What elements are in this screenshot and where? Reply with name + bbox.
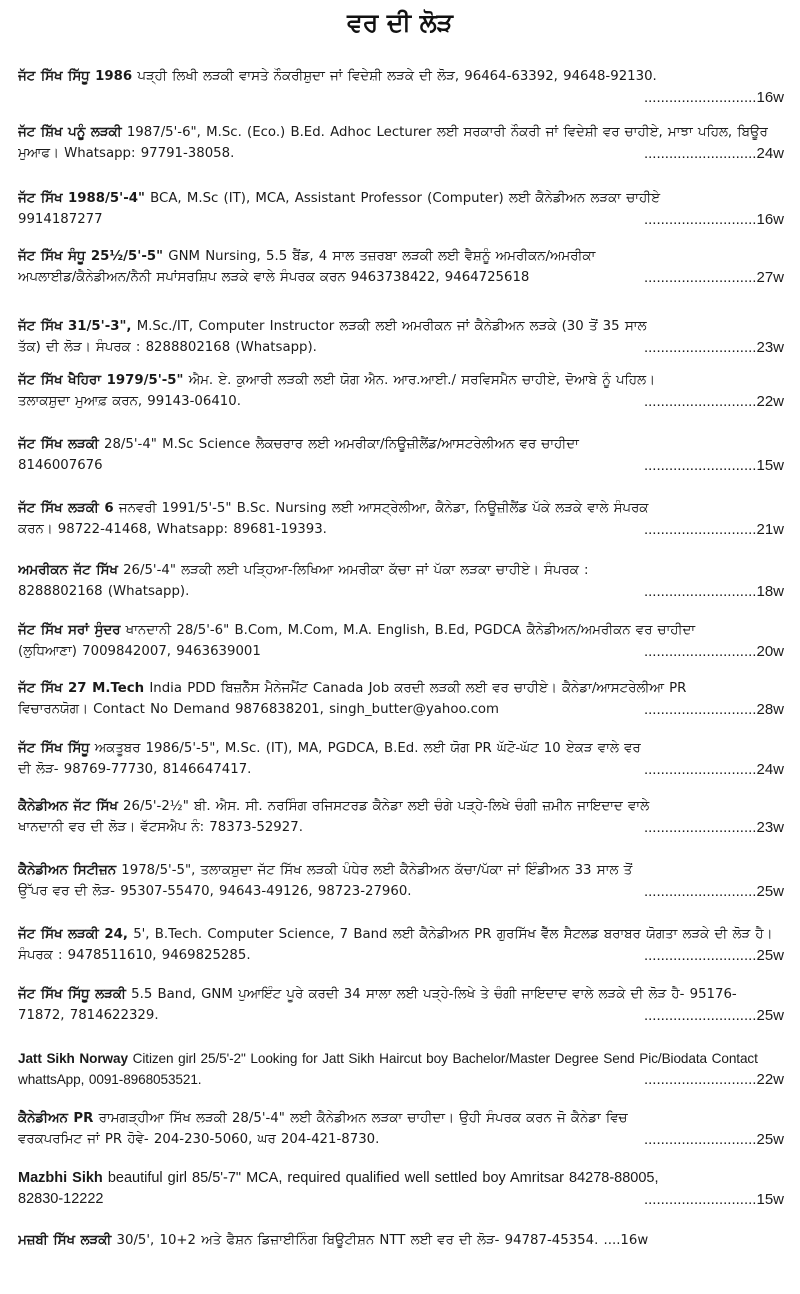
ad-text-continued: ਦੀ ਲੋੜ- 98769-77730, 8146647417. xyxy=(18,762,252,777)
ad-text-continued: ਉੱਪਰ ਵਰ ਦੀ ਲੋੜ- 95307-55470, 94643-49126, 98723-27960. xyxy=(18,884,412,899)
ad-line-2 xyxy=(18,143,784,164)
ad-reference-code: ...........................25w xyxy=(643,1131,784,1148)
ad-line-1 xyxy=(18,984,784,1005)
ad-text: ਐਮ. ਏ. ਕੁਆਰੀ ਲੜਕੀ ਲਈ ਯੋਗ ਐਨ. ਆਰ.ਆਈ./ ਸਰਵਿਸਮੈਨ ਚਾਹੀਏ, ਦੋਆਬੇ ਨੂੰ ਪਹਿਲ। xyxy=(183,373,655,388)
ad-heading: ਕੈਨੇਡੀਅਨ ਜੱਟ ਸਿੱਖ xyxy=(18,799,118,814)
ad-text: 1978/5'-5", ਤਲਾਕਸ਼ੁਦਾ ਜੱਟ ਸਿੱਖ ਲੜਕੀ ਪੰਧੇਰ ਲਈ ਕੈਨੇਡੀਅਨ ਕੱਚਾ/ਪੱਕਾ ਜਾਂ ਇੰਡੀਅਨ 33 ਸਾਲ ਤੋਂ xyxy=(116,863,633,878)
ad-line-1 xyxy=(18,498,784,519)
ad-line-2 xyxy=(18,1069,784,1090)
ad-line-2 xyxy=(18,759,784,780)
ad-line-2 xyxy=(18,1005,784,1026)
ad-heading: ਮਜ਼ਬੀ ਸਿੱਖ ਲੜਕੀ xyxy=(18,1233,112,1248)
ad-text: GNM Nursing, 5.5 ਬੈਂਡ, 4 ਸਾਲ ਤਜ਼ਰਬਾ ਲੜਕੀ ਲਈ ਵੈਸ਼ਨੂੰ ਅਮਰੀਕਨ/ਅਮਰੀਕਾ xyxy=(163,249,596,264)
ad-reference-code: ...........................28w xyxy=(643,701,784,718)
ad-line-2 xyxy=(18,1189,784,1210)
ad-reference-code: ...........................21w xyxy=(643,521,784,538)
ad-text-continued: ਵਰਕਪਰਮਿਟ ਜਾਂ PR ਹੋਵੇ- 204-230-5060, ਘਰ 204-421-8730. xyxy=(18,1132,380,1147)
ad-reference-code: ...........................16w xyxy=(643,89,784,106)
ad-listing xyxy=(18,498,784,540)
ad-reference-code: ...........................15w xyxy=(643,457,784,474)
ad-text: 5.5 Band, GNM ਪੁਆਇੰਟ ਪੂਰੇ ਕਰਦੀ 34 ਸਾਲਾ ਲਈ ਪੜ੍ਹੇ-ਲਿਖੇ ਤੇ ਚੰਗੀ ਜਾਇਦਾਦ ਵਾਲੇ ਲੜਕੇ ਦੀ ਲੋੜ ਹੈ- 95176- xyxy=(125,987,737,1002)
ad-text-continued: ਤੱਕ) ਦੀ ਲੋੜ। ਸੰਪਰਕ : 8288802168 (Whatsapp). xyxy=(18,340,317,355)
ad-listing xyxy=(18,1168,784,1210)
ad-text-continued: 71872, 7814622329. xyxy=(18,1008,159,1023)
ad-text: 26/5'-2½" ਬੀ. ਐਸ. ਸੀ. ਨਰਸਿੰਗ ਰਜਿਸਟਰਡ ਕੈਨੇਡਾ ਲਈ ਚੰਗੇ ਪੜ੍ਹੇ-ਲਿਖੇ ਚੰਗੀ ਜ਼ਮੀਨ ਜਾਇਦਾਦ ਵਾਲੇ xyxy=(117,799,650,814)
ad-line-1 xyxy=(18,370,784,391)
ad-listing xyxy=(18,1048,784,1090)
ad-line-2 xyxy=(18,519,784,540)
ad-line-2 xyxy=(18,1129,784,1150)
ad-line-1 xyxy=(18,1230,784,1251)
ad-text: 5', B.Tech. Computer Science, 7 Band ਲਈ ਕੈਨੇਡੀਅਨ PR ਗੁਰਸਿੱਖ ਵੈੱਲ ਸੈਟਲਡ ਬਰਾਬਰ ਯੋਗਤਾ ਲੜਕੇ ਦੀ ਲੋੜ ਹੈ। xyxy=(127,927,773,942)
ad-heading: ਜੱਟ ਸਿੱਖ 27 M.Tech xyxy=(18,681,145,696)
ad-line-2 xyxy=(18,881,784,902)
ad-line-1 xyxy=(18,738,784,759)
ad-heading: ਕੈਨੇਡੀਅਨ ਸਿਟੀਜ਼ਨ xyxy=(18,863,117,878)
ad-reference-code: ...........................18w xyxy=(643,583,784,600)
ad-reference-code: ...........................25w xyxy=(643,947,784,964)
ad-text: 1987/5'-6", M.Sc. (Eco.) B.Ed. Adhoc Lecturer ਲਈ ਸਰਕਾਰੀ ਨੌਕਰੀ ਜਾਂ ਵਿਦੇਸ਼ੀ ਵਰ ਚਾਹੀਏ, ਮਾਝਾ ਪਹਿਲ, ਬਿਊਰ xyxy=(121,125,768,140)
ad-text-continued: whattsApp, 0091-8968053521. xyxy=(18,1072,202,1087)
ad-reference-code: ...........................24w xyxy=(643,145,784,162)
ad-listing xyxy=(18,122,784,164)
ad-text-continued: (ਲੁਧਿਆਣਾ) 7009842007, 9463639001 xyxy=(18,644,261,659)
ad-line-1 xyxy=(18,66,784,87)
page-title: ਵਰ ਦੀ ਲੋੜ xyxy=(347,8,453,37)
ad-line-2 xyxy=(18,87,784,108)
ad-line-1 xyxy=(18,122,784,143)
ad-heading: ਜੱਟ ਸਿੱਖ 31/5'-3", xyxy=(18,319,132,334)
ad-heading: ਜੱਟ ਸਿੱਖ ਸਿੱਧੂ 1986 xyxy=(18,69,133,84)
ad-text-continued: ਖਾਨਦਾਨੀ ਵਰ ਦੀ ਲੋੜ। ਵੱਟਸਐਪ ਨੰ: 78373-52927. xyxy=(18,820,303,835)
ad-line-1 xyxy=(18,678,784,699)
ad-text-continued: ਮੁਆਫ। Whatsapp: 97791-38058. xyxy=(18,146,235,161)
ad-line-2 xyxy=(18,641,784,662)
ad-reference-code: ...........................23w xyxy=(643,819,784,836)
ad-heading: ਜੱਟ ਸਿੱਖ ਸੰਧੂ 25½/5'-5" xyxy=(18,249,164,264)
ad-text: 26/5'-4" ਲੜਕੀ ਲਈ ਪੜ੍ਹਿਆ-ਲਿਖਿਆ ਅਮਰੀਕਾ ਕੱਚਾ ਜਾਂ ਪੱਕਾ ਲੜਕਾ ਚਾਹੀਏ। ਸੰਪਰਕ : xyxy=(117,563,589,578)
ad-line-2 xyxy=(18,817,784,838)
ad-text: ਰਾਮਗੜ੍ਹੀਆ ਸਿੱਖ ਲੜਕੀ 28/5'-4" ਲਈ ਕੈਨੇਡੀਅਨ ਲੜਕਾ ਚਾਹੀਦਾ। ਉਹੀ ਸੰਪਰਕ ਕਰਨ ਜੋ ਕੈਨੇਡਾ ਵਿਚ xyxy=(93,1111,628,1126)
ad-listing xyxy=(18,316,784,358)
ad-reference-code: ...........................25w xyxy=(643,883,784,900)
ad-reference-code: ...........................24w xyxy=(643,761,784,778)
ad-line-2 xyxy=(18,391,784,412)
ad-listing xyxy=(18,796,784,838)
ad-reference-code: ...........................22w xyxy=(643,393,784,410)
ad-text: 30/5', 10+2 ਅਤੇ ਫੈਸ਼ਨ ਡਿਜ਼ਾਈਨਿੰਗ ਬਿਊਟੀਸ਼ਨ NTT ਲਈ ਵਰ ਦੀ ਲੋੜ- 94787-45354. ....16w xyxy=(111,1233,649,1248)
ad-line-2 xyxy=(18,455,784,476)
ad-line-1 xyxy=(18,246,784,267)
ad-reference-code: ...........................23w xyxy=(643,339,784,356)
ad-listing xyxy=(18,1230,784,1251)
ad-line-1 xyxy=(18,924,784,945)
ad-listing xyxy=(18,620,784,662)
ad-text-continued: ਅਪਲਾਈਡ/ਕੈਨੇਡੀਅਨ/ਨੈਨੀ ਸਪਾਂਸਰਸ਼ਿਪ ਲੜਕੇ ਵਾਲੇ ਸੰਪਰਕ ਕਰਨ 9463738422, 9464725618 xyxy=(18,270,530,285)
ad-line-2 xyxy=(18,581,784,602)
ad-reference-code: ...........................22w xyxy=(643,1071,784,1088)
ad-heading: ਅਮਰੀਕਨ ਜੱਟ ਸਿੱਖ xyxy=(18,563,118,578)
ad-line-1 xyxy=(18,1168,784,1189)
ad-text: Citizen girl 25/5'-2" Looking for Jatt Sikh Haircut boy Bachelor/Master Degree Send Pic/Biodata Contact xyxy=(127,1051,758,1066)
ad-heading: ਜੱਟ ਸਿੱਖ ਸਰਾਂ ਸੁੰਦਰ xyxy=(18,623,121,638)
ad-line-2 xyxy=(18,699,784,720)
ad-heading: ਜੱਟ ਸਿੱਖ ਖੈਹਿਰਾ 1979/5'-5" xyxy=(18,373,184,388)
ad-line-2 xyxy=(18,267,784,288)
ad-heading: ਜੱਟ ਸਿੱਖ 1988/5'-4" xyxy=(18,191,145,206)
ad-heading: ਜੱਟ ਸਿੱਖ ਲੜਕੀ xyxy=(18,437,99,452)
ad-heading: Mazbhi Sikh xyxy=(18,1170,103,1186)
ad-text: ਪੜ੍ਹੀ ਲਿਖੀ ਲੜਕੀ ਵਾਸਤੇ ਨੌਕਰੀਸ਼ੁਦਾ ਜਾਂ ਵਿਦੇਸ਼ੀ ਲੜਕੇ ਦੀ ਲੋੜ, 96464-63392, 94648-92130. xyxy=(132,69,657,84)
ad-listing xyxy=(18,678,784,720)
ad-listing xyxy=(18,66,784,108)
ad-reference-code: ...........................16w xyxy=(643,211,784,228)
ad-heading: ਜੱਟ ਸਿੱਖ ਲੜਕੀ 24, xyxy=(18,927,128,942)
ad-text: ਅਕਤੂਬਰ 1986/5'-5", M.Sc. (IT), MA, PGDCA, B.Ed. ਲਈ ਯੋਗ PR ਘੱਟੋ-ਘੱਟ 10 ਏਕੜ ਵਾਲੇ ਵਰ xyxy=(89,741,641,756)
ad-reference-code: ...........................25w xyxy=(643,1007,784,1024)
ad-text: beautiful girl 85/5'-7" MCA, required qualified well settled boy Amritsar 84278-88005, xyxy=(102,1170,659,1186)
ad-text-continued: ਵਿਚਾਰਨਯੋਗ। Contact No Demand 9876838201, singh_butter@yahoo.com xyxy=(18,702,499,717)
ad-text-continued: ਸੰਪਰਕ : 9478511610, 9469825285. xyxy=(18,948,251,963)
ad-line-1 xyxy=(18,316,784,337)
ad-heading: ਜੱਟ ਸਿੱਖ ਸਿੱਧੂ xyxy=(18,741,90,756)
ad-text: 28/5'-4" M.Sc Science ਲੈਕਚਰਾਰ ਲਈ ਅਮਰੀਕਾ/ਨਿਊਜ਼ੀਲੈਂਡ/ਆਸਟਰੇਲੀਅਨ ਵਰ ਚਾਹੀਦਾ xyxy=(98,437,579,452)
ad-text-continued: ਕਰਨ। 98722-41468, Whatsapp: 89681-19393. xyxy=(18,522,327,537)
ad-line-2 xyxy=(18,945,784,966)
ad-reference-code: ...........................27w xyxy=(643,269,784,286)
ad-heading: ਜੱਟ ਸਿੱਖ ਸਿੱਧੂ ਲੜਕੀ xyxy=(18,987,126,1002)
ad-line-1 xyxy=(18,560,784,581)
ad-line-1 xyxy=(18,188,784,209)
ad-line-1 xyxy=(18,1108,784,1129)
ad-reference-code: ...........................20w xyxy=(643,643,784,660)
ad-line-2 xyxy=(18,209,784,230)
ad-text-continued: 82830-12222 xyxy=(18,1191,104,1207)
ad-listing xyxy=(18,370,784,412)
ad-line-2 xyxy=(18,337,784,358)
ad-listing xyxy=(18,984,784,1026)
ad-listing xyxy=(18,1108,784,1150)
ad-text: BCA, M.Sc (IT), MCA, Assistant Professor (Computer) ਲਈ ਕੈਨੇਡੀਅਨ ਲੜਕਾ ਚਾਹੀਏ xyxy=(144,191,660,206)
ad-listing xyxy=(18,560,784,602)
ad-text-continued: 8288802168 (Whatsapp). xyxy=(18,584,190,599)
ad-reference-code: ...........................15w xyxy=(643,1191,784,1208)
ad-listing xyxy=(18,188,784,230)
ad-line-1 xyxy=(18,620,784,641)
ad-line-1 xyxy=(18,1048,784,1069)
ad-heading: Jatt Sikh Norway xyxy=(18,1051,128,1066)
ad-text-continued: ਤਲਾਕਸ਼ੁਦਾ ਮੁਆਫ਼ ਕਰਨ, 99143-06410. xyxy=(18,394,241,409)
ad-text-continued: 9914187277 xyxy=(18,212,103,227)
ad-listing xyxy=(18,434,784,476)
ad-heading: ਕੈਨੇਡੀਅਨ PR xyxy=(18,1111,94,1126)
ad-text-continued: 8146007676 xyxy=(18,458,103,473)
ad-text: M.Sc./IT, Computer Instructor ਲੜਕੀ ਲਈ ਅਮਰੀਕਨ ਜਾਂ ਕੈਨੇਡੀਅਨ ਲੜਕੇ (30 ਤੋਂ 35 ਸਾਲ xyxy=(131,319,647,334)
ad-listing xyxy=(18,924,784,966)
ad-listing xyxy=(18,738,784,780)
ad-text: India PDD ਬਿਜ਼ਨੈੱਸ ਮੈਨੇਜਮੈਂਟ Canada Job ਕਰਦੀ ਲੜਕੀ ਲਈ ਵਰ ਚਾਹੀਏ। ਕੈਨੇਡਾ/ਆਸਟਰੇਲੀਆ PR xyxy=(144,681,687,696)
ad-heading: ਜੱਟ ਸ਼ਿੱਖ ਪਨੂੰ ਲੜਕੀ xyxy=(18,125,122,140)
ad-text: ਜਨਵਰੀ 1991/5'-5" B.Sc. Nursing ਲਈ ਆਸਟ੍ਰੇਲੀਆ, ਕੈਨੇਡਾ, ਨਿਊਜ਼ੀਲੈਂਡ ਪੱਕੇ ਲੜਕੇ ਵਾਲੇ ਸੰਪਰਕ xyxy=(113,501,649,516)
ad-line-1 xyxy=(18,796,784,817)
ad-listing xyxy=(18,246,784,288)
ad-line-1 xyxy=(18,860,784,881)
ad-heading: ਜੱਟ ਸਿੱਖ ਲੜਕੀ 6 xyxy=(18,501,114,516)
ad-listing xyxy=(18,860,784,902)
ad-text: ਖਾਨਦਾਨੀ 28/5'-6" B.Com, M.Com, M.A. English, B.Ed, PGDCA ਕੈਨੇਡੀਅਨ/ਅਮਰੀਕਨ ਵਰ ਚਾਹੀਦਾ xyxy=(120,623,696,638)
ad-line-1 xyxy=(18,434,784,455)
